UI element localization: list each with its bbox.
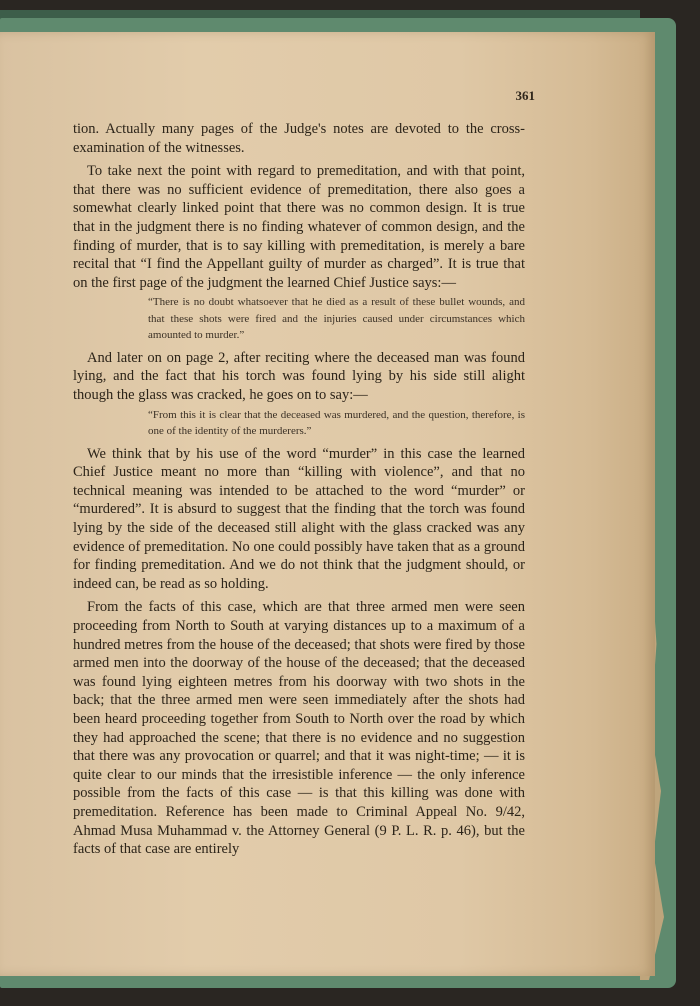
paragraph-5: From the facts of this case, which are that three armed men were seen proceeding from North to South at varying distances up to a maximum of a hundred metres from the house of the deceased; that shots were fired by those armed men into the doorway of the house of the deceased; that the deceased was found lying eighteen metres from his doorway with two shots in the back; that the three armed men were seen immediately after the shots had been heard proceeding together from South to North over the road by which they had approached the scene; that there is no evidence and no suggestion that there was any provocation or quarrel; and that it was night-time; — it is quite clear to our minds that the irresistible inference — the only inference possible from the facts of this case — is that this killing was done with premeditation. Reference has been made to Criminal Appeal No. 9/42, Ahmad Musa Muhammad v. the Attorney General (9 P. L. R. p. 46), but the facts of that case are entirely xyxy=(73,599,525,858)
paragraph-1: tion. Actually many pages of the Judge's notes are devoted to the cross-examination of the witnesses. xyxy=(73,121,525,156)
page-number: 361 xyxy=(515,88,535,103)
paragraph-3: And later on on page 2, after reciting where the deceased man was found lying, and the fact that his torch was found lying by his side still alight though the glass was cracked, he goes on to say:— xyxy=(73,349,525,404)
paragraph-4: We think that by his use of the word “murder” in this case the learned Chief Justice meant no more than “killing with violence”, and that no technical meaning was intended to be attached to the word “murder” or “murdered”. It is absurd to suggest that the finding that the torch was found lying by the side of the deceased still alight with the glass cracked was any evidence of premeditation. No one could possibly have taken that as a ground for finding premeditation. And we do not think that the judgment should, or indeed can, be read as so holding. xyxy=(73,445,525,592)
paragraph-2: To take next the point with regard to premeditation, and with that point, that there was no sufficient evidence of premeditation, there also goes a somewhat clearly linked point that there was no common design. It is true that in the judgment there is no finding whatever of common design, and the finding of murder, that is to say killing with premeditation, is merely a bare recital that “I find the Appellant guilty of murder as charged”. It is true that on the first page of the judgment the learned Chief Justice says:— xyxy=(73,163,525,291)
quotation-2: “From this it is clear that the deceased was murdered, and the question, therefore, is one of the identity of the murderers.” xyxy=(148,408,525,438)
quotation-1: “There is no doubt whatsoever that he died as a result of these bullet wounds, and that these shots were fired and the injuries caused under circumstances which amounted to murder.” xyxy=(148,296,525,342)
page-text xyxy=(73,120,525,859)
